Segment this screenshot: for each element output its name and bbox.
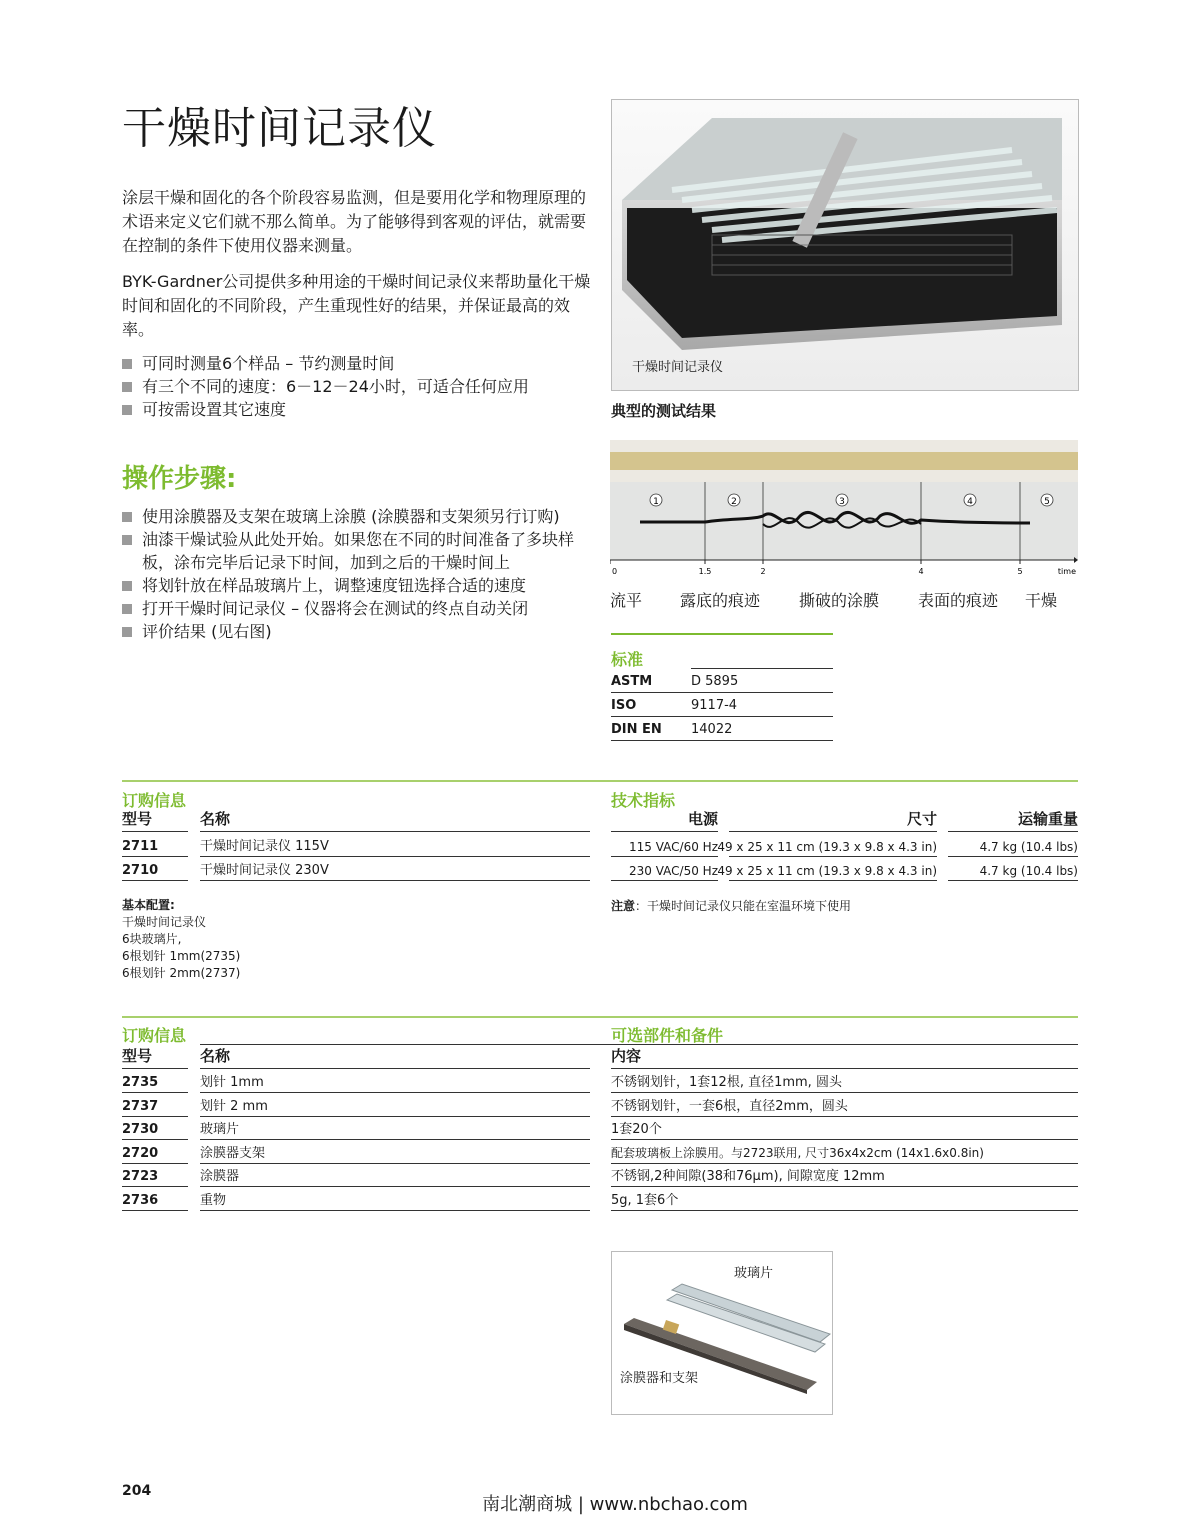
table-cell: 不锈钢,2种间隙(38和76μm), 间隙宽度 12mm xyxy=(611,1164,1078,1187)
footer: 南北潮商城 | www.nbchao.com xyxy=(482,1494,748,1515)
phase-label: 撕破的涂膜 xyxy=(799,591,880,610)
basic-config xyxy=(122,897,240,982)
stage-number: 1 xyxy=(653,497,659,507)
list-item: 可同时测量6个样品 – 节约测量时间 xyxy=(122,352,592,375)
table-cell: 涂膜器支架 xyxy=(200,1141,590,1164)
standard-value: 9117-4 xyxy=(691,693,833,717)
tick-label: 5 xyxy=(1017,567,1023,576)
table-cell: 2720 xyxy=(122,1141,188,1164)
list-item: 6根划针 2mm(2737) xyxy=(122,966,241,980)
table-cell: 115 VAC/60 Hz xyxy=(611,834,718,857)
list-item: 可按需设置其它速度 xyxy=(122,398,592,421)
column-header: 名称 xyxy=(200,809,590,832)
drying-recorder-illustration xyxy=(612,100,1078,350)
stage-number: 5 xyxy=(1044,497,1050,507)
page-title: 干燥时间记录仪 xyxy=(122,103,437,154)
table-cell: 2736 xyxy=(122,1188,188,1211)
photo-caption: 干燥时间记录仪 xyxy=(632,360,724,375)
table-cell: 2710 xyxy=(122,858,188,881)
table-cell: 玻璃片 xyxy=(200,1117,590,1140)
applicator-label: 涂膜器和支架 xyxy=(620,1371,699,1386)
order-info-title-2: 订购信息 xyxy=(122,1026,187,1045)
column-header: 运输重量 xyxy=(948,809,1078,832)
table-cell: 配套玻璃板上涂膜用。与2723联用, 尺寸36x4x2cm (14x1.6x0.8in) xyxy=(611,1141,1078,1164)
standard-name: ISO xyxy=(611,693,691,717)
section-divider xyxy=(122,780,1078,782)
stage-number: 4 xyxy=(967,497,973,507)
table-cell: 2735 xyxy=(122,1070,188,1093)
list-item: 6块玻璃片, xyxy=(122,932,182,946)
column-header: 内容 xyxy=(611,1046,1078,1069)
table-cell: 划针 1mm xyxy=(200,1070,590,1093)
section-divider xyxy=(122,1016,1078,1018)
phase-label: 表面的痕迹 xyxy=(918,591,999,610)
tick-label: 2 xyxy=(760,567,766,576)
list-item: 打开干燥时间记录仪 – 仪器将会在测试的终点自动关闭 xyxy=(122,597,592,620)
column-header: 电源 xyxy=(611,809,718,832)
table-cell: 49 x 25 x 11 cm (19.3 x 9.8 x 4.3 in) xyxy=(729,858,937,881)
phase-label: 干燥 xyxy=(1025,591,1058,610)
list-item: 干燥时间记录仪 xyxy=(122,915,207,929)
table-cell: 2737 xyxy=(122,1094,188,1117)
table-cell: 49 x 25 x 11 cm (19.3 x 9.8 x 4.3 in) xyxy=(729,834,937,857)
column-header: 型号 xyxy=(122,809,188,832)
phase-label: 流平 xyxy=(610,591,643,610)
usage-note xyxy=(611,897,851,914)
order-info-title: 订购信息 xyxy=(122,791,187,810)
standards-table xyxy=(611,633,833,741)
table-cell: 2723 xyxy=(122,1164,188,1187)
standard-value: D 5895 xyxy=(691,669,833,693)
procedure-list xyxy=(122,505,592,643)
intro-paragraph-2: BYK-Gardner公司提供多种用途的干燥时间记录仪来帮助量化干燥时间和固化的不同阶段，产生重现性好的结果，并保证最高的效率。 xyxy=(122,272,591,339)
list-item: 将划针放在样品玻璃片上，调整速度钮选择合适的速度 xyxy=(122,574,592,597)
page-number: 204 xyxy=(122,1483,152,1499)
table-cell: 不锈钢划针，1套12根, 直径1mm, 圆头 xyxy=(611,1070,1078,1093)
table-cell: 2730 xyxy=(122,1117,188,1140)
axis-label: time xyxy=(1057,567,1076,576)
table-cell: 不锈钢划针，一套6根，直径2mm，圆头 xyxy=(611,1094,1078,1117)
accessory-photo xyxy=(611,1251,833,1415)
tick-label: 0 xyxy=(612,567,618,576)
stage-number: 3 xyxy=(839,497,845,507)
table-cell: 干燥时间记录仪 230V xyxy=(200,858,590,881)
column-header: 名称 xyxy=(200,1046,590,1069)
film-strip xyxy=(610,452,1078,470)
stage-number: 2 xyxy=(731,497,737,507)
table-cell: 干燥时间记录仪 115V xyxy=(200,834,590,857)
accessories-title: 可选部件和备件 xyxy=(611,1026,724,1045)
table-cell: 重物 xyxy=(200,1188,590,1211)
product-photo xyxy=(611,99,1079,391)
table-cell: 4.7 kg (10.4 lbs) xyxy=(948,858,1078,881)
list-item: 有三个不同的速度：6－12－24小时，可适合任何应用 xyxy=(122,375,592,398)
specs-title: 技术指标 xyxy=(611,791,676,810)
table-cell: 230 VAC/50 Hz xyxy=(611,858,718,881)
table-cell: 涂膜器 xyxy=(200,1164,590,1187)
standard-value: 14022 xyxy=(691,717,833,741)
table-cell: 4.7 kg (10.4 lbs) xyxy=(948,834,1078,857)
tick-label: 4 xyxy=(918,567,924,576)
table-cell: 5g, 1套6个 xyxy=(611,1188,1078,1211)
list-item: 6根划针 1mm(2735) xyxy=(122,949,241,963)
list-item: 油漆干燥试验从此处开始。如果您在不同的时间准备了多块样板，涂布完毕后记录下时间，加到之后的干燥时间上 xyxy=(122,528,592,574)
test-result-chart xyxy=(610,440,1078,585)
standard-name: ASTM xyxy=(611,669,691,693)
glass-plate xyxy=(672,1284,830,1342)
table-cell: 2711 xyxy=(122,834,188,857)
table-cell: 1套20个 xyxy=(611,1117,1078,1140)
standard-name: DIN EN xyxy=(611,717,691,741)
procedure-title: 操作步骤: xyxy=(122,464,237,494)
note-text: ：干燥时间记录仪只能在室温环境下使用 xyxy=(635,899,852,913)
table-cell: 划针 2 mm xyxy=(200,1094,590,1117)
column-header: 型号 xyxy=(122,1046,188,1069)
note-label: 注意 xyxy=(611,899,636,913)
intro-paragraph-1: 涂层干燥和固化的各个阶段容易监测，但是要用化学和物理原理的术语来定义它们就不那么简单。为了能够得到客观的评估，就需要在控制的条件下使用仪器来测量。 xyxy=(122,188,587,255)
tick-label: 1.5 xyxy=(698,567,712,576)
standards-title: 标准 xyxy=(611,650,644,669)
list-item: 评价结果 (见右图) xyxy=(122,620,592,643)
phase-label: 露底的痕迹 xyxy=(680,591,761,610)
list-item: 使用涂膜器及支架在玻璃上涂膜 (涂膜器和支架须另行订购) xyxy=(122,505,592,528)
basic-config-title: 基本配置: xyxy=(122,898,175,912)
column-header: 尺寸 xyxy=(729,809,937,832)
result-title: 典型的测试结果 xyxy=(611,402,717,420)
feature-list xyxy=(122,352,592,421)
glass-label: 玻璃片 xyxy=(734,1266,774,1281)
